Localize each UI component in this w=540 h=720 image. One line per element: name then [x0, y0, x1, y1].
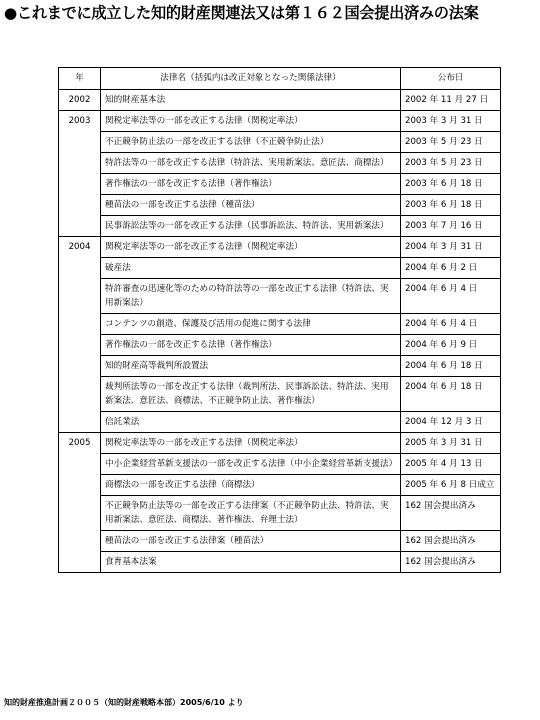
promulgation-date-cell: 2004 年 6 月 2 日: [401, 258, 501, 279]
law-name-cell: 著作権法の一部を改正する法律（著作権法）: [101, 335, 401, 356]
page-title: ●これまでに成立した知的財産関連法又は第１６２国会提出済みの法案: [4, 4, 479, 22]
law-name-cell: 不正競争防止法等の一部を改正する法律案（不正競争防止法、特許法、実用新案法、意匠法、商標法、著作権法、弁理士法）: [101, 496, 401, 531]
table-row: [59, 433, 501, 454]
promulgation-date-cell: 2003 年 7 月 16 日: [401, 216, 501, 237]
promulgation-date-cell: 2003 年 6 月 18 日: [401, 195, 501, 216]
year-cell: 2004: [59, 237, 101, 433]
table-row: [59, 216, 501, 237]
law-table: [58, 67, 501, 573]
promulgation-date-cell: 2003 年 3 月 31 日: [401, 111, 501, 132]
law-name-cell: 著作権法の一部を改正する法律（著作権法）: [101, 174, 401, 195]
promulgation-date-cell: 162 国会提出済み: [401, 552, 501, 573]
law-name-cell: 不正競争防止法の一部を改正する法律（不正競争防止法）: [101, 132, 401, 153]
promulgation-date-cell: 2004 年 6 月 4 日: [401, 314, 501, 335]
law-name-cell: 民事訴訟法等の一部を改正する法律（民事訴訟法、特許法、実用新案法）: [101, 216, 401, 237]
table-body: [59, 90, 501, 573]
promulgation-date-cell: 2003 年 5 月 23 日: [401, 132, 501, 153]
law-name-cell: 種苗法の一部を改正する法律案（種苗法）: [101, 531, 401, 552]
table-row: [59, 356, 501, 377]
law-name-cell: コンテンツの創造、保護及び活用の促進に関する法律: [101, 314, 401, 335]
promulgation-date-cell: 2004 年 3 月 31 日: [401, 237, 501, 258]
law-name-cell: 関税定率法等の一部を改正する法律（関税定率法）: [101, 433, 401, 454]
promulgation-date-cell: 2005 年 3 月 31 日: [401, 433, 501, 454]
table-row: [59, 531, 501, 552]
promulgation-date-cell: 2004 年 6 月 4 日: [401, 279, 501, 314]
law-name-cell: 裁判所法等の一部を改正する法律（裁判所法、民事訴訟法、特許法、実用新案法、意匠法、商標法、不正競争防止法、著作権法）: [101, 377, 401, 412]
column-header-law-name: 法律名（括弧内は改正対象となった関係法律）: [101, 68, 401, 90]
table-row: [59, 258, 501, 279]
source-footnote: 知的財産推進計画２００５（知的財産戦略本部）2005/6/10 より: [4, 698, 244, 707]
table-row: [59, 552, 501, 573]
table-header-row: [59, 68, 501, 90]
law-name-cell: 知的財産高等裁判所設置法: [101, 356, 401, 377]
table-row: [59, 174, 501, 195]
promulgation-date-cell: 2004 年 6 月 9 日: [401, 335, 501, 356]
law-name-cell: 破産法: [101, 258, 401, 279]
promulgation-date-cell: 2004 年 6 月 18 日: [401, 377, 501, 412]
table-row: [59, 237, 501, 258]
table-row: [59, 454, 501, 475]
promulgation-date-cell: 2003 年 5 月 23 日: [401, 153, 501, 174]
law-name-cell: 特許法等の一部を改正する法律（特許法、実用新案法、意匠法、商標法）: [101, 153, 401, 174]
year-cell: 2005: [59, 433, 101, 573]
year-cell: 2003: [59, 111, 101, 237]
table-row: [59, 195, 501, 216]
column-header-year: 年: [59, 68, 101, 90]
table-row: [59, 111, 501, 132]
promulgation-date-cell: 2002 年 11 月 27 日: [401, 90, 501, 111]
law-name-cell: 関税定率法等の一部を改正する法律（関税定率法）: [101, 111, 401, 132]
law-name-cell: 商標法の一部を改正する法律（商標法）: [101, 475, 401, 496]
law-name-cell: 種苗法の一部を改正する法律（種苗法）: [101, 195, 401, 216]
table-row: [59, 279, 501, 314]
promulgation-date-cell: 162 国会提出済み: [401, 496, 501, 531]
promulgation-date-cell: 2004 年 12 月 3 日: [401, 412, 501, 433]
promulgation-date-cell: 162 国会提出済み: [401, 531, 501, 552]
law-name-cell: 信託業法: [101, 412, 401, 433]
table-row: [59, 153, 501, 174]
law-name-cell: 関税定率法等の一部を改正する法律（関税定率法）: [101, 237, 401, 258]
law-name-cell: 特許審査の迅速化等のための特許法等の一部を改正する法律（特許法、実用新案法）: [101, 279, 401, 314]
law-name-cell: 食育基本法案: [101, 552, 401, 573]
promulgation-date-cell: 2005 年 4 月 13 日: [401, 454, 501, 475]
table-row: [59, 132, 501, 153]
law-name-cell: 中小企業経営革新支援法の一部を改正する法律（中小企業経営革新支援法）: [101, 454, 401, 475]
table-row: [59, 412, 501, 433]
promulgation-date-cell: 2003 年 6 月 18 日: [401, 174, 501, 195]
column-header-promulgation-date: 公布日: [401, 68, 501, 90]
table-row: [59, 335, 501, 356]
year-cell: 2002: [59, 90, 101, 111]
table-row: [59, 496, 501, 531]
promulgation-date-cell: 2004 年 6 月 18 日: [401, 356, 501, 377]
table-row: [59, 377, 501, 412]
table-row: [59, 314, 501, 335]
promulgation-date-cell: 2005 年 6 月 8 日成立: [401, 475, 501, 496]
law-name-cell: 知的財産基本法: [101, 90, 401, 111]
table-row: [59, 475, 501, 496]
table-row: [59, 90, 501, 111]
